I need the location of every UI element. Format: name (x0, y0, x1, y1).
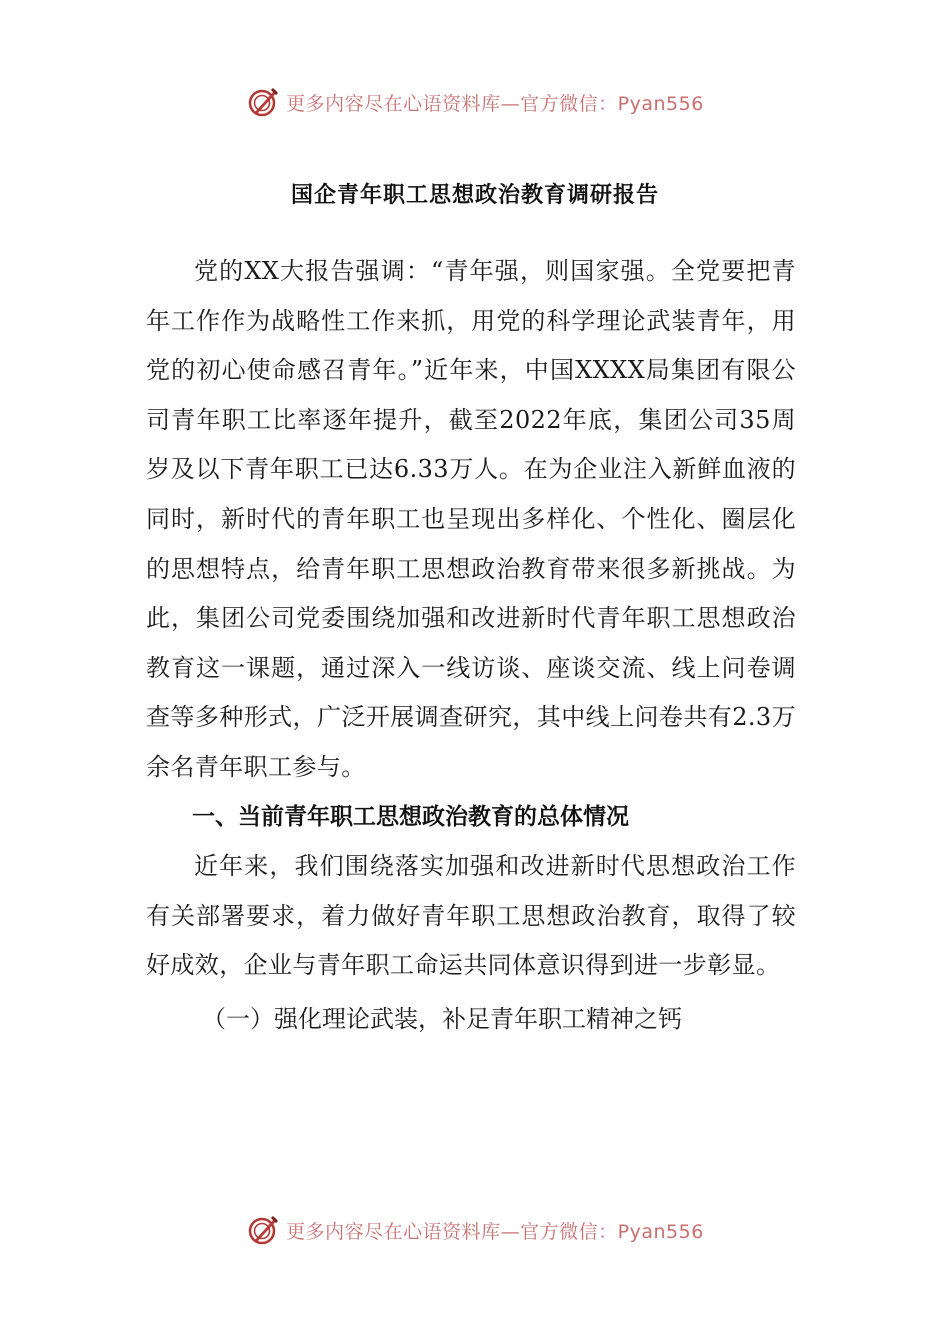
intro-paragraph: 党的XX大报告强调：“青年强，则国家强。全党要把青年工作作为战略性工作来抓，用党的科学理论武装青年，用党的初心使命感召青年。”近年来，中国XXXX局集团有限公司青年职工比率逐年提升，截至2022年底，集团公司35周岁及以下青年职工已达6.33万人。在为企业注入新鲜血液的同时，新时代的青年职工也呈现出多样化、个性化、圈层化的思想特点，给青年职工思想政治教育带来很多新挑战。为此，集团公司党委围绕加强和改进新时代青年职工思想政治教育这一课题，通过深入一线访谈、座谈交流、线上问卷调查等多种形式，广泛开展调查研究，其中线上问卷共有2.3万余名青年职工参与。 (146, 257, 796, 781)
document-body (146, 247, 796, 1045)
wechat-id: Pyan556 (617, 1220, 704, 1243)
watermark-text: 更多内容尽在心语资料库—官方微信：Pyan556 (286, 92, 704, 115)
pen-logo-icon (246, 1213, 280, 1247)
watermark-group (246, 1213, 704, 1247)
subsection-heading: （一）强化理论武装，补足青年职工精神之钙 (202, 1004, 682, 1033)
wechat-id: Pyan556 (617, 92, 704, 115)
page-title: 国企青年职工思想政治教育调研报告 (290, 183, 659, 208)
watermark-banner-bottom (0, 1210, 950, 1250)
section-paragraph: 近年来，我们围绕落实加强和改进新时代思想政治工作有关部署要求，着力做好青年职工思想政治教育，取得了较好成效，企业与青年职工命运共同体意识得到进一步彰显。 (146, 852, 796, 980)
pen-logo-icon (246, 85, 280, 119)
section-heading: 一、当前青年职工思想政治教育的总体情况 (192, 803, 629, 830)
watermark-banner-top (0, 82, 950, 122)
watermark-text: 更多内容尽在心语资料库—官方微信：Pyan556 (286, 1220, 704, 1243)
watermark-group (246, 85, 704, 119)
